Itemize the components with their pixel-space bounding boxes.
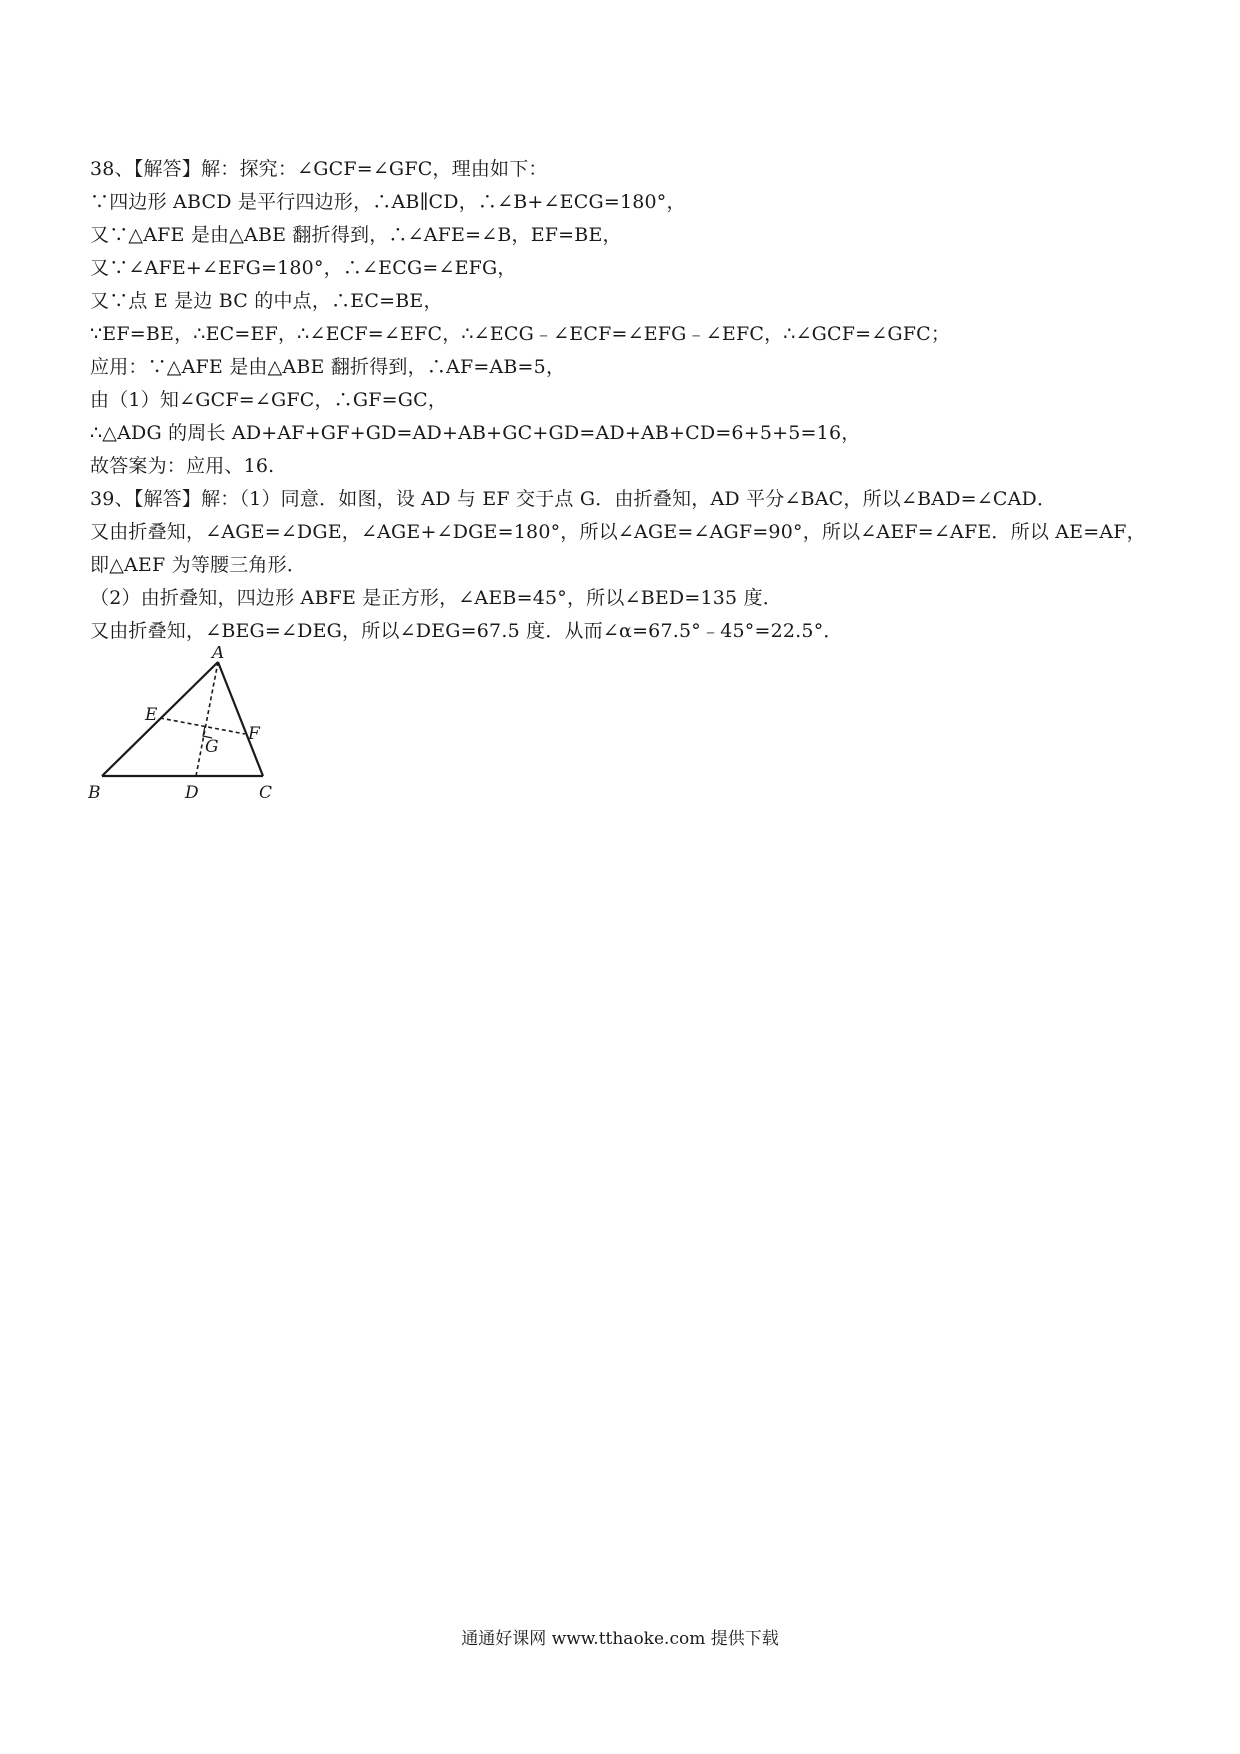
footer-note: 通通好课网 www.tthaoke.com 提供下载 <box>461 1629 779 1649</box>
text-line: 由（1）知∠GCF=∠GFC，∴GF=GC， <box>90 389 448 411</box>
triangle-figure <box>88 646 278 806</box>
text-line: ∵EF=BE，∴EC=EF，∴∠ECF=∠EFC，∴∠ECG﹣∠ECF=∠EFG﹣∠EFC，∴∠GCF=∠GFC； <box>90 323 951 345</box>
text-line: 39、【解答】解：（1）同意．如图，设 AD 与 EF 交于点 G．由折叠知，AD 平分∠BAC，所以∠BAD=∠CAD． <box>90 488 1057 510</box>
label-b: B <box>88 783 101 803</box>
triangle-diagram <box>88 646 278 806</box>
label-d: D <box>185 783 199 803</box>
text-line: 又∵∠AFE+∠EFG=180°，∴∠ECG=∠EFG， <box>90 257 517 279</box>
text-line: 38、【解答】解：探究：∠GCF=∠GFC，理由如下： <box>90 158 548 180</box>
side-ac <box>218 662 263 776</box>
text-line: 又由折叠知，∠AGE=∠DGE，∠AGE+∠DGE=180°，所以∠AGE=∠AGF=90°，所以∠AEF=∠AFE．所以 AE=AF， <box>90 521 1146 543</box>
document-body <box>90 153 1160 648</box>
label-g: G <box>205 737 219 757</box>
text-line: 又∵△AFE 是由△ABE 翻折得到，∴∠AFE=∠B，EF=BE， <box>90 224 622 246</box>
text-line: （2）由折叠知，四边形 ABFE 是正方形，∠AEB=45°，所以∠BED=135 度． <box>90 587 782 609</box>
text-line: ∴△ADG 的周长 AD+AF+GF+GD=AD+AB+GC+GD=AD+AB+CD=6+5+5=16， <box>90 422 861 444</box>
label-f: F <box>248 724 260 744</box>
text-line: 应用：∵△AFE 是由△ABE 翻折得到，∴AF=AB=5， <box>90 356 566 378</box>
text-line: 故答案为：应用、16. <box>90 455 275 477</box>
side-ab <box>102 662 218 776</box>
label-e: E <box>145 705 158 725</box>
segment-ef <box>160 718 245 734</box>
text-line: 即△AEF 为等腰三角形． <box>90 554 307 576</box>
text-line: 又∵点 E 是边 BC 的中点，∴EC=BE， <box>90 290 443 312</box>
label-a: A <box>212 646 225 663</box>
text-line: ∵四边形 ABCD 是平行四边形，∴AB∥CD，∴∠B+∠ECG=180°， <box>90 191 686 213</box>
text-line: 又由折叠知，∠BEG=∠DEG，所以∠DEG=67.5 度．从而∠α=67.5°﹣45°=22.5°． <box>90 620 843 642</box>
label-c: C <box>259 783 273 803</box>
